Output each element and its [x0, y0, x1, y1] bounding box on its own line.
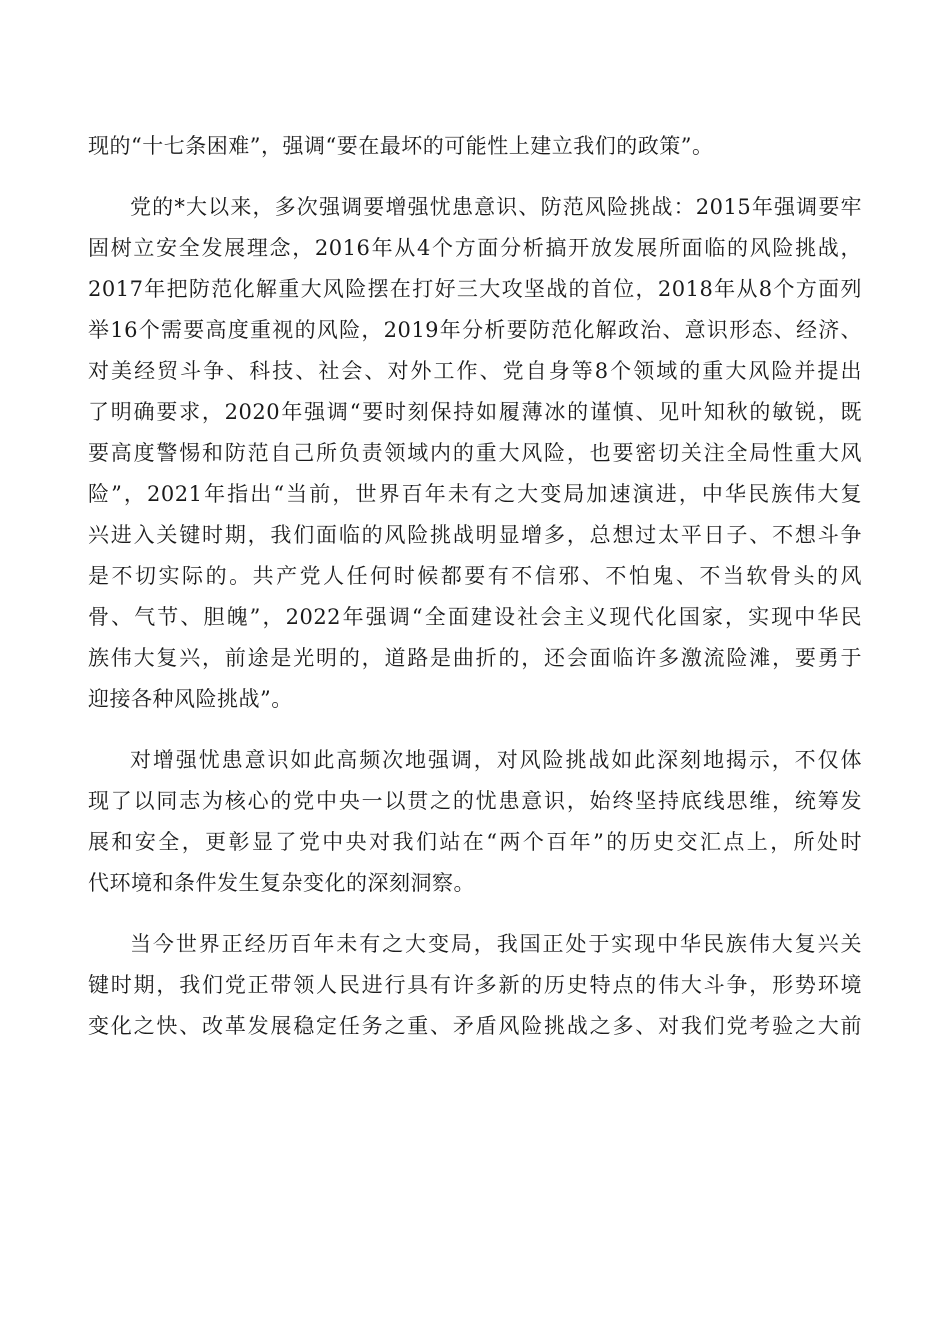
text-line: 变化之快、改革发展稳定任务之重、矛盾风险挑战之多、对我们党考验之大前: [88, 1014, 862, 1038]
text-line: 现了以同志为核心的党中央一以贯之的忧患意识，始终坚持底线思维，统筹发: [88, 789, 862, 813]
text-line: 兴进入关键时期，我们面临的风险挑战明显增多，总想过太平日子、不想斗争: [88, 523, 862, 547]
text-line: 代环境和条件发生复杂变化的深刻洞察。: [88, 871, 475, 895]
text-line: 迎接各种风险挑战”。: [88, 687, 293, 711]
text-line: 2017年把防范化解重大风险摆在打好三大攻坚战的首位，2018年从8个方面列: [88, 277, 862, 301]
text-line: 对增强忧患意识如此高频次地强调，对风险挑战如此深刻地揭示，不仅体: [130, 748, 862, 772]
text-line: 族伟大复兴，前途是光明的，道路是曲折的，还会面临许多激流险滩，要勇于: [88, 646, 862, 670]
text-line: 要高度警惕和防范自己所负责领域内的重大风险，也要密切关注全局性重大风: [88, 441, 862, 465]
text-line: 险”，2021年指出“当前，世界百年未有之大变局加速演进，中华民族伟大复: [88, 482, 862, 506]
text-line: 骨、气节、胆魄”，2022年强调“全面建设社会主义现代化国家，实现中华民: [88, 605, 862, 629]
text-line: 党的*大以来，多次强调要增强忧患意识、防范风险挑战：2015年强调要牢: [130, 195, 862, 219]
text-line: 是不切实际的。共产党人任何时候都要有不信邪、不怕鬼、不当软骨头的风: [88, 564, 862, 588]
text-line: 当今世界正经历百年未有之大变局，我国正处于实现中华民族伟大复兴关: [130, 932, 862, 956]
paragraph: [88, 924, 862, 1047]
document-body: [88, 126, 862, 1047]
text-line: 现的“十七条困难”，强调“要在最坏的可能性上建立我们的政策”。: [88, 134, 714, 158]
text-line: 对美经贸斗争、科技、社会、对外工作、党自身等8个领域的重大风险并提出: [88, 359, 862, 383]
paragraph: [88, 740, 862, 904]
text-line: 举16个需要高度重视的风险，2019年分析要防范化解政治、意识形态、经济、: [88, 318, 862, 342]
paragraph: [88, 126, 862, 167]
paragraph: [88, 187, 862, 720]
text-line: 键时期，我们党正带领人民进行具有许多新的历史特点的伟大斗争，形势环境: [88, 973, 862, 997]
text-line: 了明确要求，2020年强调“要时刻保持如履薄冰的谨慎、见叶知秋的敏锐，既: [88, 400, 862, 424]
text-line: 固树立安全发展理念，2016年从4个方面分析搞开放发展所面临的风险挑战，: [88, 236, 862, 260]
text-line: 展和安全，更彰显了党中央对我们站在“两个百年”的历史交汇点上，所处时: [88, 830, 862, 854]
